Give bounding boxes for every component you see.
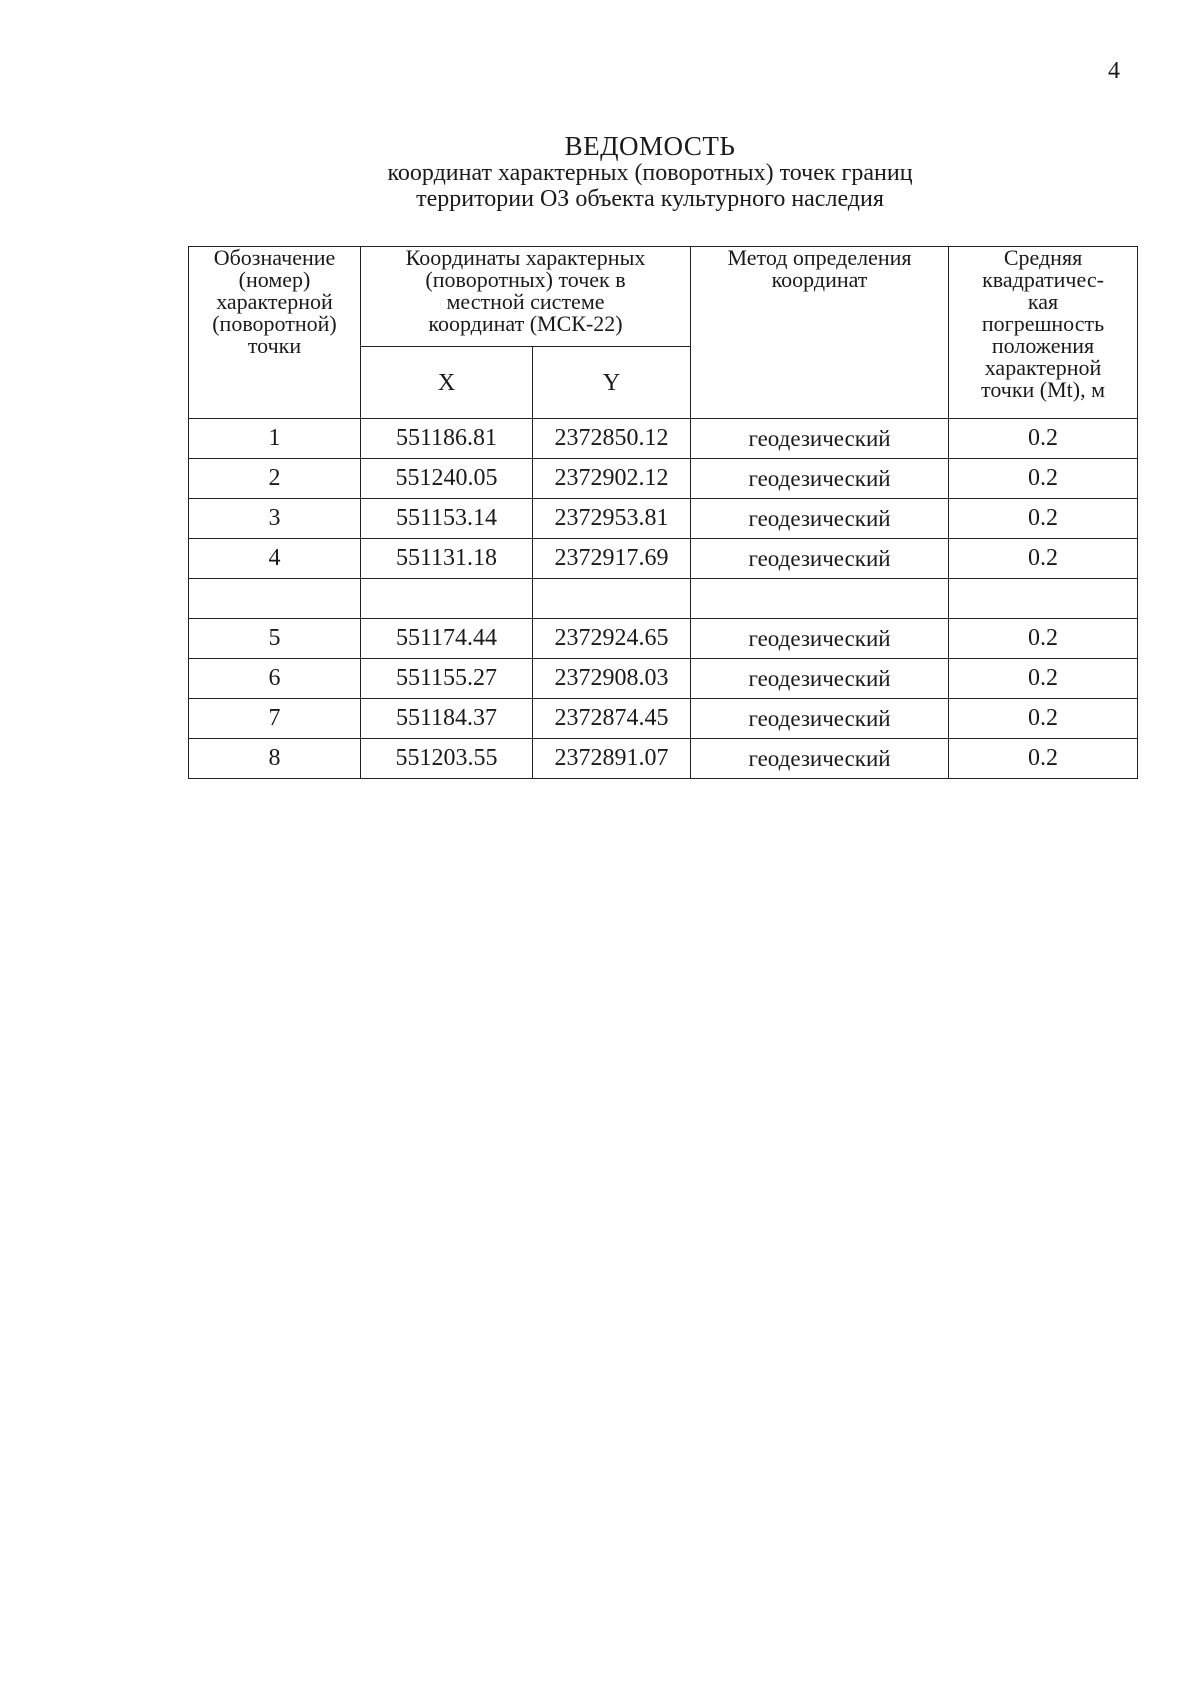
header-error-line: характерной	[984, 355, 1102, 380]
cell-mt: 0.2	[949, 659, 1138, 699]
header-error-line: кая	[1027, 289, 1059, 314]
cell-y: 2372891.07	[533, 739, 691, 779]
header-method-line: координат	[771, 267, 868, 292]
table-row	[189, 699, 1138, 739]
cell-y: 2372953.81	[533, 499, 691, 539]
table-row	[189, 459, 1138, 499]
cell-mt: 0.2	[949, 459, 1138, 499]
cell-y: 2372902.12	[533, 459, 691, 499]
header-error-line: положения	[991, 333, 1095, 358]
cell-x: 551186.81	[361, 419, 533, 459]
cell-mt: 0.2	[949, 739, 1138, 779]
cell-method: геодезический	[691, 659, 949, 699]
cell-mt: 0.2	[949, 539, 1138, 579]
cell-point-number: 5	[189, 619, 361, 659]
cell-method: геодезический	[691, 699, 949, 739]
cell-x: 551240.05	[361, 459, 533, 499]
header-coordinates-line: Координаты характерных	[405, 245, 646, 270]
table-row	[189, 419, 1138, 459]
table-row	[189, 659, 1138, 699]
header-y: Y	[533, 347, 691, 419]
header-error-line: квадратичес-	[982, 267, 1104, 292]
cell-y: 2372850.12	[533, 419, 691, 459]
header-method-line: Метод определения	[727, 245, 912, 270]
cell-mt: 0.2	[949, 619, 1138, 659]
document-title: ВЕДОМОСТЬ	[564, 131, 736, 161]
cell-point-number: 1	[189, 419, 361, 459]
header-point-line: точки	[247, 333, 302, 358]
cell-point-number: 6	[189, 659, 361, 699]
cell-method: геодезический	[691, 539, 949, 579]
cell-mt	[949, 579, 1138, 619]
cell-method	[691, 579, 949, 619]
header-point-line: (поворотной)	[212, 311, 337, 336]
header-mean-square-error	[949, 247, 1138, 419]
cell-point-number: 2	[189, 459, 361, 499]
cell-x: 551155.27	[361, 659, 533, 699]
header-x: X	[361, 347, 533, 419]
cell-point-number: 4	[189, 539, 361, 579]
cell-method: геодезический	[691, 419, 949, 459]
document-subtitle-line-2: территории ОЗ объекта культурного наследия	[416, 186, 884, 212]
page-number: 4	[1108, 58, 1120, 84]
cell-method: геодезический	[691, 459, 949, 499]
cell-y: 2372917.69	[533, 539, 691, 579]
cell-y: 2372908.03	[533, 659, 691, 699]
header-point-line: (номер)	[238, 267, 311, 292]
header-error-line: точки (Mt), м	[981, 377, 1106, 402]
cell-point-number	[189, 579, 361, 619]
cell-x: 551153.14	[361, 499, 533, 539]
header-coordinates-line: координат (МСК-22)	[428, 311, 623, 336]
cell-y	[533, 579, 691, 619]
cell-method: геодезический	[691, 499, 949, 539]
header-point-line: Обозначение	[213, 245, 336, 270]
header-coordinates-line: местной системе	[446, 289, 605, 314]
cell-point-number: 8	[189, 739, 361, 779]
header-error-line: Средняя	[1003, 245, 1083, 270]
header-point-number	[189, 247, 361, 419]
table-row	[189, 499, 1138, 539]
header-method	[691, 247, 949, 419]
cell-x: 551131.18	[361, 539, 533, 579]
cell-x	[361, 579, 533, 619]
table-row	[189, 619, 1138, 659]
document-heading	[300, 132, 1000, 212]
header-coordinates-line: (поворотных) точек в	[425, 267, 626, 292]
cell-point-number: 7	[189, 699, 361, 739]
coordinates-table	[188, 246, 1138, 779]
cell-x: 551174.44	[361, 619, 533, 659]
cell-y: 2372924.65	[533, 619, 691, 659]
header-coordinates	[361, 247, 691, 347]
header-point-line: характерной	[216, 289, 333, 314]
cell-mt: 0.2	[949, 499, 1138, 539]
table-row-blank	[189, 579, 1138, 619]
cell-method: геодезический	[691, 619, 949, 659]
cell-x: 551203.55	[361, 739, 533, 779]
table-row	[189, 739, 1138, 779]
cell-mt: 0.2	[949, 419, 1138, 459]
cell-method: геодезический	[691, 739, 949, 779]
cell-y: 2372874.45	[533, 699, 691, 739]
cell-point-number: 3	[189, 499, 361, 539]
document-subtitle-line-1: координат характерных (поворотных) точек границ	[387, 160, 913, 186]
header-error-line: погрешность	[981, 311, 1105, 336]
cell-x: 551184.37	[361, 699, 533, 739]
cell-mt: 0.2	[949, 699, 1138, 739]
table-row	[189, 539, 1138, 579]
